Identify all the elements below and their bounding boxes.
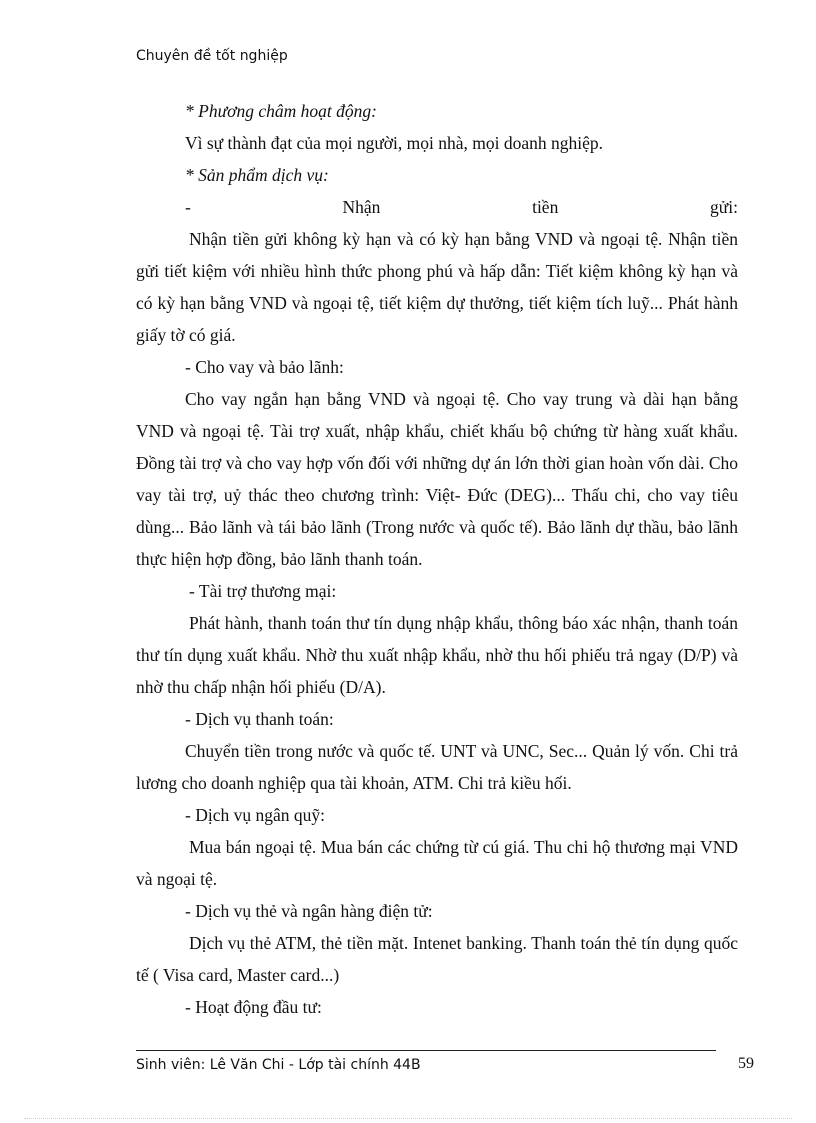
footer-divider	[136, 1050, 716, 1051]
trade-finance-paragraph: Phát hành, thanh toán thư tín dụng nhập khẩu, thông báo xác nhận, thanh toán thư tín dụng xuất khẩu. Nhờ thu xuất nhập khẩu, nhờ thu hối phiếu trả ngay (D/P) và nhờ thu chấp nhận hối phiếu (D/A).	[136, 613, 738, 697]
deposit-heading-dash: -	[185, 197, 191, 217]
payment-services-paragraph: Chuyển tiền trong nước và quốc tế. UNT và UNC, Sec... Quản lý vốn. Chi trả lương cho doanh nghiệp qua tài khoản, ATM. Chi trả kiều hối.	[136, 741, 738, 793]
page-number: 59	[738, 1055, 754, 1072]
motto-text: Vì sự thành đạt của mọi người, mọi nhà, mọi doanh nghiệp.	[185, 133, 604, 153]
deposit-heading	[136, 191, 738, 223]
deposit-paragraph: Nhận tiền gửi không kỳ hạn và có kỳ hạn bằng VND và ngoại tệ. Nhận tiền gửi tiết kiệm với nhiều hình thức phong phú và hấp dẫn: Tiết kiệm không kỳ hạn và có kỳ hạn bằng VND và ngoại tệ, tiết kiệm dự thưởng, tiết kiệm tích luỹ... Phát hành giấy tờ có giá.	[136, 229, 738, 345]
trade-finance-heading: - Tài trợ thương mại:	[189, 581, 337, 601]
investment-heading: - Hoạt động đầu tư:	[185, 997, 322, 1017]
treasury-services-paragraph: Mua bán ngoại tệ. Mua bán các chứng từ cú giá. Thu chi hộ thương mại VND và ngoại tệ.	[136, 837, 738, 889]
card-ebanking-heading: - Dịch vụ thẻ và ngân hàng điện tử:	[185, 901, 433, 921]
footer-student-info: Sinh viên: Lê Văn Chi - Lớp tài chính 44B	[136, 1057, 421, 1073]
deposit-heading-word-2: tiền	[532, 197, 559, 217]
page-bottom-dotted-border	[24, 1118, 792, 1119]
payment-services-heading: - Dịch vụ thanh toán:	[185, 709, 334, 729]
loans-heading: - Cho vay và bảo lãnh:	[185, 357, 344, 377]
deposit-heading-word-3: gửi:	[710, 197, 738, 217]
page-header: Chuyên đề tốt nghiệp	[136, 48, 288, 64]
deposit-heading-word-1: Nhận	[342, 197, 381, 217]
card-ebanking-paragraph: Dịch vụ thẻ ATM, thẻ tiền mặt. Intenet banking. Thanh toán thẻ tín dụng quốc tế ( Visa card, Master card...)	[136, 933, 738, 985]
heading-operating-motto: * Phương châm hoạt động:	[185, 101, 377, 121]
document-body	[136, 95, 738, 1023]
heading-products-services: * Sản phẩm dịch vụ:	[185, 165, 329, 185]
treasury-services-heading: - Dịch vụ ngân quỹ:	[185, 805, 325, 825]
loans-paragraph: Cho vay ngắn hạn bằng VND và ngoại tệ. Cho vay trung và dài hạn bằng VND và ngoại tệ. Tài trợ xuất, nhập khẩu, chiết khấu bộ chứng từ hàng xuất khẩu. Đồng tài trợ và cho vay hợp vốn đối với những dự án lớn thời gian hoàn vốn dài. Cho vay tài trợ, uỷ thác theo chương trình: Việt- Đức (DEG)... Thấu chi, cho vay tiêu dùng... Bảo lãnh và tái bảo lãnh (Trong nước và quốc tế). Bảo lãnh dự thầu, bảo lãnh thực hiện hợp đồng, bảo lãnh thanh toán.	[136, 389, 738, 569]
